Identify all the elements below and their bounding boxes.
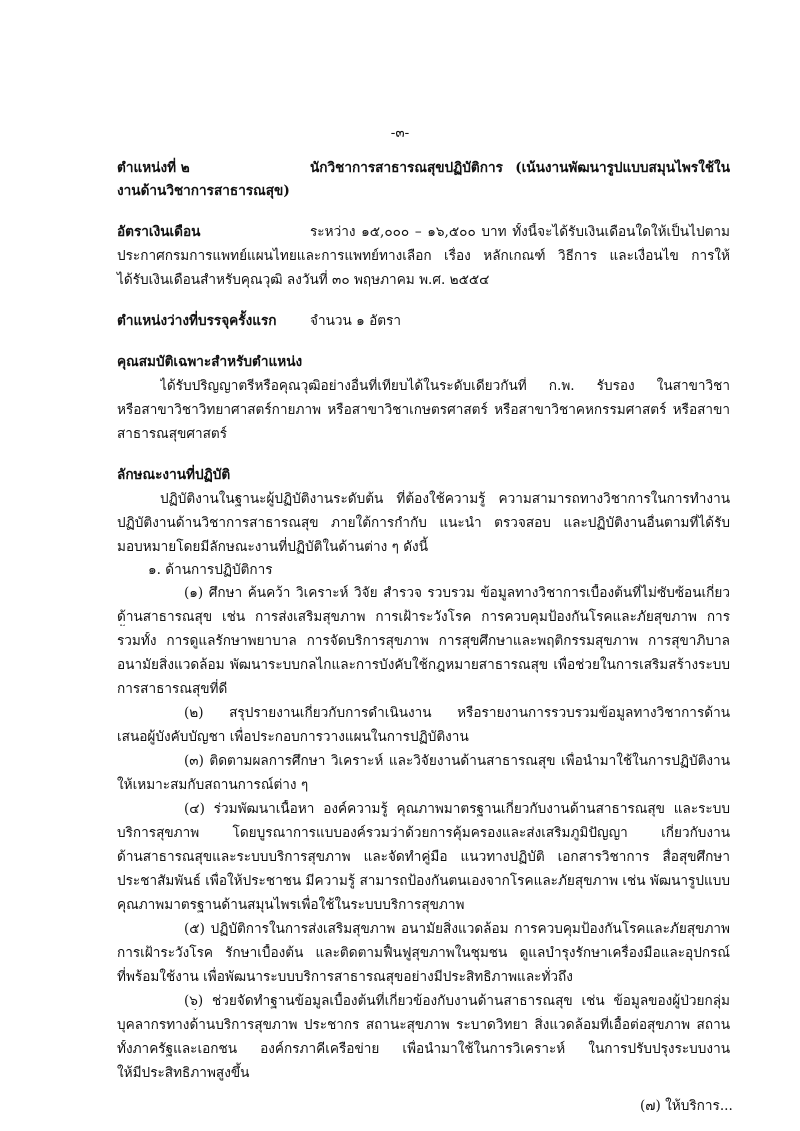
item4-line: ประชาสัมพันธ์ เพื่อให้ประชาชน มีความรู้ สามารถป้องกันตนเองจากโรคและภัยสุขภาพ เช่น พัฒนารูปแบบ [117,873,730,889]
job-nature-heading: ลักษณะงานที่ปฏิบัติ [117,467,231,483]
item4-line: บริการสุขภาพ โดยบูรณาการแบบองค์รวมว่าด้วยการคุ้มครองและส่งเสริมภูมิปัญญา เกี่ยวกับงาน [117,825,730,841]
vacancy-value: จำนวน ๑ อัตรา [310,313,402,329]
salary-label: อัตราเงินเดือน [117,224,201,240]
section1-heading: ๑. ด้านการปฏิบัติการ [148,562,273,578]
job-nature-line: ปฏิบัติงานในฐานะผู้ปฏิบัติงานระดับต้น ที่ต้องใช้ความรู้ ความสามารถทางวิชาการในการทำงาน [160,491,730,507]
item2-line: เสนอผู้บังคับบัญชา เพื่อประกอบการวางแผนในการปฏิบัติงาน [117,729,469,745]
item5-line: ที่พร้อมใช้งาน เพื่อพัฒนาระบบบริการสาธารณสุขอย่างมีประสิทธิภาพและทั่วถึง [117,969,573,985]
item6-line: ให้มีประสิทธิภาพสูงขึ้น [117,1065,250,1081]
item6-line: (๖) ช่วยจัดทำฐานข้อมูลเบื้องต้นที่เกี่ยวข้องกับงานด้านสาธารณสุข เช่น ข้อมูลของผู้ป่วยกลุ่ม [184,993,730,1009]
item6-line: ทั้งภาครัฐและเอกชน องค์กรภาคีเครือข่าย เพื่อนำมาใช้ในการวิเคราะห์ ในการปรับปรุงระบบงาน [117,1041,730,1057]
item1-line: (๑) ศึกษา ค้นคว้า วิเคราะห์ วิจัย สำรวจ รวบรวม ข้อมูลทางวิชาการเบื้องต้นที่ไม่ซับซ้อนเกี่ยว [184,585,730,601]
qualification-line: สาธารณสุขศาสตร์ [117,426,228,442]
item1-line: การสาธารณสุขที่ดี [117,681,228,697]
salary-line1: ระหว่าง ๑๕,๐๐๐ – ๑๖,๕๐๐ บาท ทั้งนี้จะได้รับเงินเดือนใดให้เป็นไปตาม [310,224,730,240]
page-number: -๓- [390,125,410,141]
item4-line: ด้านสาธารณสุขและระบบบริการสุขภาพ และจัดทำคู่มือ แนวทางปฏิบัติ เอกสารวิชาการ สื่อสุขศึกษา [117,849,730,865]
salary-line3: ได้รับเงินเดือนสำหรับคุณวุฒิ ลงวันที่ ๓๐ พฤษภาคม พ.ศ. ๒๕๕๔ [117,272,490,288]
item1-line: ด้านสาธารณสุข เช่น การส่งเสริมสุขภาพ การเฝ้าระวังโรค การควบคุมป้องกันโรคและภัยสุขภาพ การ [117,609,730,625]
item1-line: รวมทั้ง การดูแลรักษาพยาบาล การจัดบริการสุขภาพ การสุขศึกษาและพฤติกรรมสุขภาพ การสุขาภิบาล [117,633,730,649]
position-title-line1: นักวิชาการสาธารณสุขปฏิบัติการ (เน้นงานพัฒนารูปแบบสมุนไพรใช้ใน [310,160,730,176]
item1-line: อนามัยสิ่งแวดล้อม พัฒนาระบบกลไกและการบังคับใช้กฎหมายสาธารณสุข เพื่อช่วยในการเสริมสร้างระบบ [117,657,730,673]
item2-line: (๒) สรุปรายงานเกี่ยวกับการดำเนินงาน หรือรายงานการรวบรวมข้อมูลทางวิชาการด้าน [184,705,730,721]
item3-line: (๓) ติดตามผลการศึกษา วิเคราะห์ และวิจัยงานด้านสาธารณสุข เพื่อนำมาใช้ในการปฏิบัติงาน [184,753,730,769]
item4-line: คุณภาพมาตรฐานด้านสมุนไพรเพื่อใช้ในระบบบริการสุขภาพ [117,897,465,913]
item5-line: (๕) ปฏิบัติการในการส่งเสริมสุขภาพ อนามัยสิ่งแวดล้อม การควบคุมป้องกันโรคและภัยสุขภาพ [184,921,730,937]
continuation-text: (๗) ให้บริการ... [640,1098,733,1114]
item6-line: บุคลากรทางด้านบริการสุขภาพ ประชากร สถานะสุขภาพ ระบาดวิทยา สิ่งแวดล้อมที่เอื้อต่อสุขภาพ สถาน [117,1017,730,1033]
vacancy-label: ตำแหน่งว่างที่บรรจุครั้งแรก [117,313,277,329]
position-title-line2: งานด้านวิชาการสาธารณสุข) [117,183,290,199]
item4-line: (๔) ร่วมพัฒนาเนื้อหา องค์ความรู้ คุณภาพมาตรฐานเกี่ยวกับงานด้านสาธารณสุข และระบบ [184,801,730,817]
job-nature-line: ปฏิบัติงานด้านวิชาการสาธารณสุข ภายใต้การกำกับ แนะนำ ตรวจสอบ และปฏิบัติงานอื่นตามที่ได้รับ [117,515,730,531]
qualification-heading: คุณสมบัติเฉพาะสำหรับตำแหน่ง [117,354,303,370]
salary-line2: ประกาศกรมการแพทย์แผนไทยและการแพทย์ทางเลือก เรื่อง หลักเกณฑ์ วิธีการ และเงื่อนไข การให้ [117,248,730,264]
item5-line: การเฝ้าระวังโรค รักษาเบื้องต้น และติดตามฟื้นฟูสุขภาพในชุมชน ดูแลบำรุงรักษาเครื่องมือและอุปกรณ์ [117,945,730,961]
job-nature-line: มอบหมายโดยมีลักษณะงานที่ปฏิบัติในด้านต่าง ๆ ดังนี้ [117,539,428,555]
qualification-line: หรือสาขาวิชาวิทยาศาสตร์กายภาพ หรือสาขาวิชาเกษตรศาสตร์ หรือสาขาวิชาคหกรรมศาสตร์ หรือสาขา [117,402,730,418]
qualification-line: ได้รับปริญญาตรีหรือคุณวุฒิอย่างอื่นที่เทียบได้ในระดับเดียวกันที่ ก.พ. รับรอง ในสาขาวิชา [160,378,730,394]
item3-line: ให้เหมาะสมกับสถานการณ์ต่าง ๆ [117,777,309,793]
position-label: ตำแหน่งที่ ๒ [117,160,190,176]
